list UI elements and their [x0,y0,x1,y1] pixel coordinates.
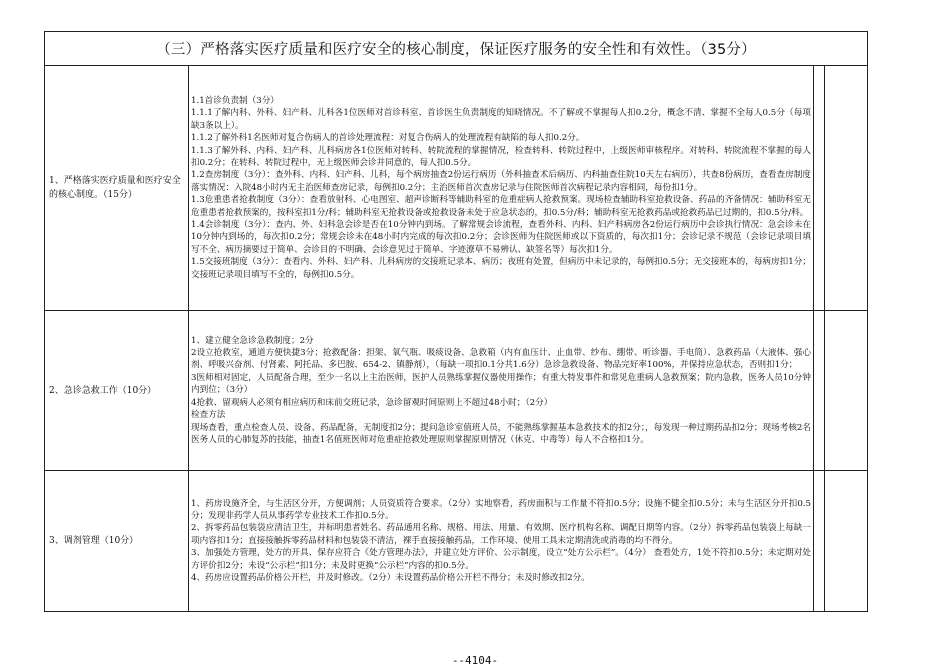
content-line: 1.1.1了解内科、外科、妇产科、儿科各1位医师对首诊科室、首诊医生负责制度的知晓情况。不了解或不掌握每人扣0.2分，概念不清、掌握不全每人0.5分（每项缺3条以上）。 [191,108,811,131]
section-title: （三）严格落实医疗质量和医疗安全的核心制度，保证医疗服务的安全性和有效性。（35分） [45,32,868,66]
remark-cell [825,311,868,471]
content-line: 1、建立健全急诊急救制度；2分 [191,335,314,346]
score-cell [814,311,825,471]
content-line: 1.2查房制度（3分）：查外科、内科、妇产科、儿科，每个病房抽查2份运行病历（外科抽查术后病历、内科抽查住院10天左右病历），共查8份病历，查看查房制度落实情况：入院48小时内无主治医师查房记录，每例扣0.2分；主治医师首次查房记录与住院医师首次病程记录内容相同，每份扣1分。 [191,170,811,193]
content-line: 1.4会诊制度（3分）：查内、外、妇科急会诊是否在10分钟内到场。了解常规会诊流程，查看外科、内科、妇产科病房各2份运行病历中会诊执行情况：急会诊未在10分钟内到场的，每次扣0.2分；常规会诊未在48小时内完成的每次扣0.2分；会诊医师为住院医师或以下资质的，每次扣1分；会诊记录不规范（会诊记录项目填写不全、病历摘要过于简单、会诊目的不明确、会诊意见过于简单、字迹潦草不易辨认、缺签名等）每次扣1分。 [191,220,811,255]
content-line: 2、拆零药品包装袋应清洁卫生，并标明患者姓名、药品通用名称、规格、用法、用量、有效期、医疗机构名称、调配日期等内容。（2分）拆零药品包装袋上每缺一项内容扣1分；直接接触拆零药品材料和包装袋不清洁，裸手直接接触药品，工作环境、使用工具未定期清洗或消毒的均不得分。 [191,523,811,546]
table-row [45,311,868,471]
content-line: 1.1.2了解外科1名医师对复合伤病人的首诊处理流程：对复合伤病人的处理流程有缺陷的每人扣0.2分。 [191,133,585,144]
evaluation-table [44,31,868,612]
content-line: 3医师相对固定，人员配备合理，至少一名以上主治医师，医护人员熟练掌握仪器使用操作；有重大特发事件和常见危重病人急救预案；院内急救，医务人员10分钟内到位；（3分） [191,372,811,396]
content-line: 3、加强处方管理，处方的开具、保存应符合《处方管理办法》，并建立处方评价、公示制度，设立“处方公示栏”。（4分） 查看处方，1处不符扣0.5分；未定期对处方评价扣2分；未设“公示栏”扣1分；未及时更换“公示栏”内容的扣0.5分。 [191,548,811,571]
content-line: 4抢救、留观病人必须有相应病历和床前交班记录，急诊留观时间原则上不超过48小时；（2分） [191,397,553,408]
page-number: --4104- [451,654,499,667]
content-cell [189,311,814,471]
score-cell [814,471,825,612]
table-row [45,66,868,311]
content-cell [189,471,814,612]
content-line: 检查方法 [191,410,226,421]
content-line: 1.1.3了解外科、内科、妇产科、儿科病房各1位医师对转科、转院流程的掌握情况，检查转科、转院过程中，上级医师审核程序。对转科、转院流程不掌握的每人扣0.2分；在转科、转院过程中，无上级医师会诊并同意的，每人扣0.5分。 [191,145,811,168]
title-row [45,32,868,66]
content-line: 4、药房应设置药品价格公开栏，并及时修改。（2分）未设置药品价格公开栏不得分；未及时修改扣2分。 [191,573,590,584]
category-cell: 1、严格落实医疗质量和医疗安全的核心制度。（15分） [45,66,189,311]
content-line: 现场查看，重点检查人员、设备、药品配备，无制度扣2分；提问急诊室值班人员，不能熟练掌握基本急救技术的扣2分；，每发现一种过期药品扣2分；现场考核2名医务人员的心肺复苏的技能，抽查1名值班医师对危重症抢救处理原则掌握原则情况（休克、中毒等）每人不合格扣1分。 [191,422,811,445]
content-line: 2设立抢救室，通道方便快捷3分；抢救配备：担架、氧气瓶、吸痰设备、急救箱（内有血压计、止血带、纱布、绷带、听诊器、手电筒）、急救药品（大液体、强心剂、呼吸兴奋剂、付肾素、阿托品、多巴胺、654-2、镇静剂），（每缺一项扣0.1分共1.6分）急诊急救设备、物品完好率100%，并保持应急状态，否则扣1分； [191,348,811,371]
content-line: 1.5交接班制度（3分）：查看内、外科、妇产科、儿科病房的交接班记录本、病历；夜班有处置，但病历中未记录的，每例扣0.5分；无交接班本的，每病房扣1分；交接班记录项目填写不全的，每例扣0.5分。 [191,257,811,280]
remark-cell [825,471,868,612]
document-sheet [44,31,867,612]
content-line: 1、药房设施齐全，与生活区分开，方便调剂；人员资质符合要求。（2分）实地察看，药房面积与工作量不符扣0.5分；设施不健全扣0.5分；未与生活区分开扣0.5分；发现非药学人员从事药学专业技术工作扣0.5分。 [191,498,811,521]
score-cell [814,66,825,311]
table-row [45,471,868,612]
content-line: 1.1首诊负责制（3分） [191,95,279,106]
content-cell [189,66,814,311]
content-line: 1.3危重患者抢救制度（3分）：查看放射科、心电图室、超声诊断科等辅助科室的危重症病人抢救预案。现场检查辅助科室抢救设备、药品的齐备情况：辅助科室无危重患者抢救预案的，按科室扣1分/科；辅助科室无抢救设备或抢救设备未处于应急状态的，扣0.5分/科；辅助科室无抢救药品或抢救药品已过期的，扣0.5分/科。 [191,195,811,218]
category-cell: 3、调剂管理（10分） [45,471,189,612]
remark-cell [825,66,868,311]
category-cell: 2、急诊急救工作（10分） [45,311,189,471]
